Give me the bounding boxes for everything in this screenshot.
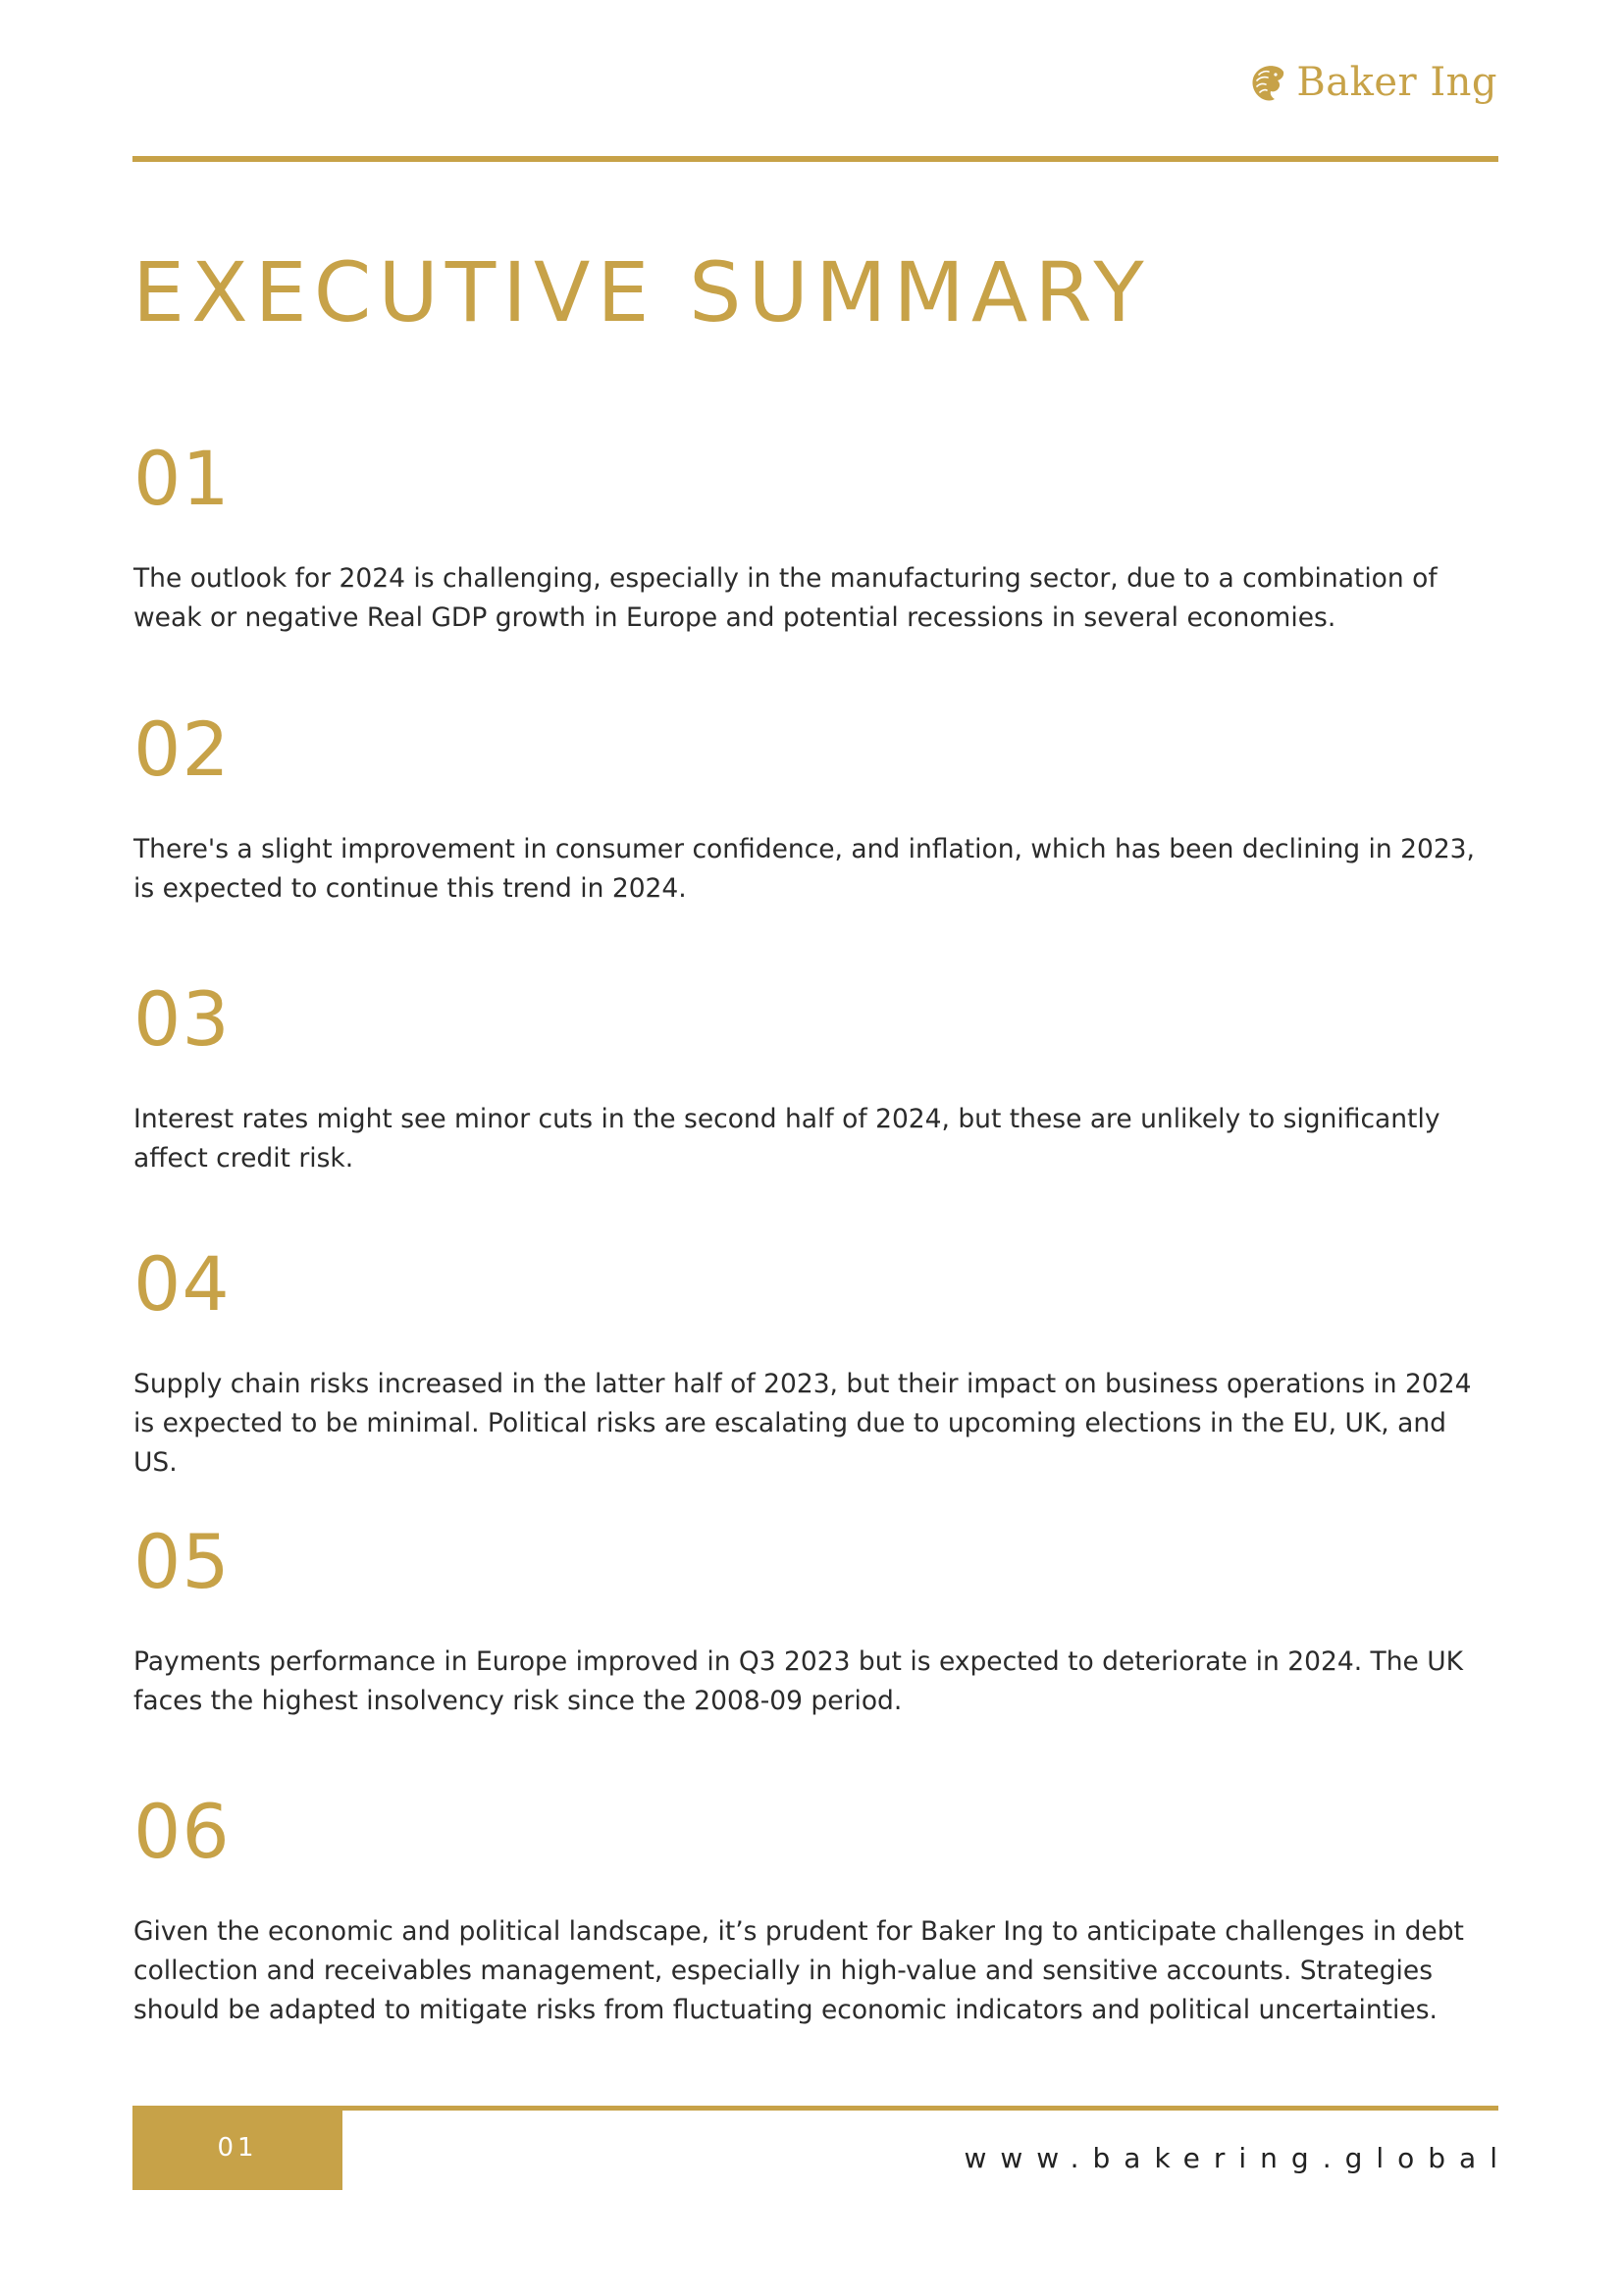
item-text: Payments performance in Europe improved in Q3 2023 but is expected to deteriorate in 2024. The UK faces the highest insolvency risk since the 2008-09 period. bbox=[133, 1646, 1464, 1716]
summary-item-01 bbox=[133, 435, 1497, 638]
summary-item-06 bbox=[133, 1788, 1497, 2030]
lion-head-icon bbox=[1247, 61, 1290, 104]
item-number: 05 bbox=[133, 1518, 231, 1605]
item-text: The outlook for 2024 is challenging, especially in the manufacturing sector, due to a combination of weak or negative Real GDP growth in Europe and potential recessions in several economies. bbox=[133, 563, 1438, 633]
summary-item-03 bbox=[133, 975, 1497, 1178]
item-text: Given the economic and political landscape, it’s prudent for Baker Ing to anticipate challenges in debt collection and receivables management, especially in high-value and sensitive accounts. Strategies should be adapted to mitigate risks from fluctuating economic indicators and political uncertainties. bbox=[133, 1916, 1464, 2025]
page-title: EXECUTIVE SUMMARY bbox=[132, 244, 1151, 340]
logo-text: Baker Ing bbox=[1296, 60, 1497, 105]
page-number-badge bbox=[132, 2111, 342, 2190]
item-number: 06 bbox=[133, 1788, 231, 1875]
item-text: Supply chain risks increased in the latter half of 2023, but their impact on business operations in 2024 is expected to be minimal. Political risks are escalating due to upcoming elections in the EU, UK, and US. bbox=[133, 1369, 1472, 1478]
brand-logo bbox=[1247, 61, 1497, 104]
item-number: 02 bbox=[133, 705, 231, 793]
item-number: 01 bbox=[133, 435, 231, 522]
header-divider bbox=[132, 156, 1498, 162]
item-number: 03 bbox=[133, 975, 231, 1063]
summary-item-04 bbox=[133, 1240, 1497, 1483]
item-text: There's a slight improvement in consumer confidence, and inflation, which has been declining in 2023, is expected to continue this trend in 2024. bbox=[133, 834, 1475, 904]
summary-item-05 bbox=[133, 1518, 1497, 1721]
item-text: Interest rates might see minor cuts in the second half of 2024, but these are unlikely to significantly affect credit risk. bbox=[133, 1104, 1440, 1174]
website-url: www.bakering.global bbox=[964, 2142, 1511, 2174]
page-number: 01 bbox=[217, 2132, 258, 2163]
summary-item-02 bbox=[133, 705, 1497, 909]
item-number: 04 bbox=[133, 1240, 231, 1328]
